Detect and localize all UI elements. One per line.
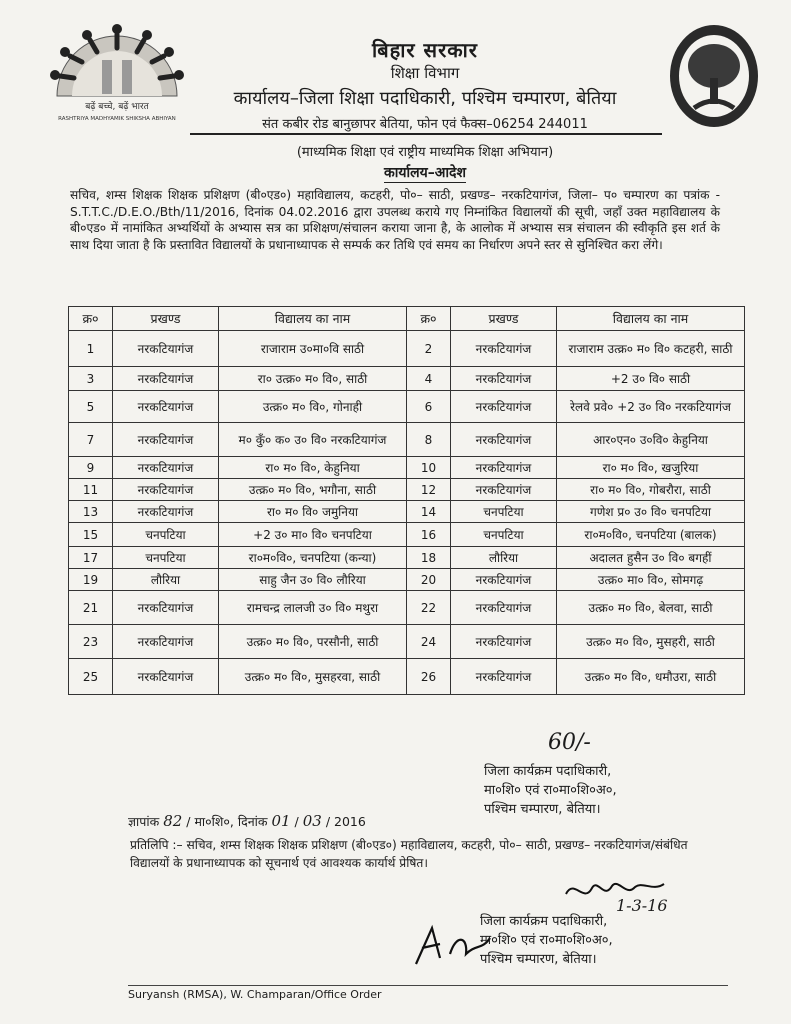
school-name: उत्क्र० म० वि०, मुसहरी, साठी <box>557 625 745 659</box>
block-name: नरकटियागंज <box>451 625 557 659</box>
block-name: नरकटियागंज <box>451 591 557 625</box>
serial-number: 19 <box>69 569 113 591</box>
signature-line: मा०शि० एवं रा०मा०शि०अ०, <box>484 783 617 798</box>
signature-block <box>484 762 617 819</box>
header-block: प्रखण्ड <box>113 307 219 331</box>
serial-number: 3 <box>69 367 113 391</box>
bihar-rmsa-seal <box>666 22 762 130</box>
block-name: लौरिया <box>113 569 219 591</box>
serial-number: 12 <box>407 479 451 501</box>
school-name: म० कुँ० क० उ० वि० नरकटियागंज <box>219 423 407 457</box>
block-name: चनपटिया <box>113 547 219 569</box>
block-name: नरकटियागंज <box>113 457 219 479</box>
block-name: नरकटियागंज <box>113 479 219 501</box>
school-name: अदालत हुसैन उ० वि० बगहीं <box>557 547 745 569</box>
school-name: रेलवे प्रवे० +2 उ० वि० नरकटियागंज <box>557 391 745 423</box>
serial-number: 5 <box>69 391 113 423</box>
school-name: उत्क्र० म० वि०, भगौना, साठी <box>219 479 407 501</box>
serial-number: 8 <box>407 423 451 457</box>
school-name: +2 उ० वि० साठी <box>557 367 745 391</box>
school-name: राजाराम उ०मा०वि साठी <box>219 331 407 367</box>
school-name: रा० म० वि०, खजुरिया <box>557 457 745 479</box>
serial-number: 26 <box>407 659 451 695</box>
school-name: आर०एन० उ०वि० केहुनिया <box>557 423 745 457</box>
table-row <box>69 501 745 523</box>
table-row <box>69 659 745 695</box>
block-name: नरकटियागंज <box>451 367 557 391</box>
memo-year: / 2016 <box>325 814 366 829</box>
header-serial: क्र० <box>407 307 451 331</box>
table-row <box>69 331 745 367</box>
serial-number: 14 <box>407 501 451 523</box>
table-row <box>69 591 745 625</box>
header-serial: क्र० <box>69 307 113 331</box>
memo-number: 82 <box>163 812 183 830</box>
serial-number: 9 <box>69 457 113 479</box>
school-name: रा० म० वि० जमुनिया <box>219 501 407 523</box>
table-row <box>69 523 745 547</box>
serial-number: 10 <box>407 457 451 479</box>
scheme-name: (माध्यमिक शिक्षा एवं राष्ट्रीय माध्यमिक शिक्षा अभियान) <box>296 145 554 160</box>
table-row <box>69 569 745 591</box>
copy-to-paragraph: प्रतिलिपि :– सचिव, शम्स शिक्षक शिक्षक प्रशिक्षण (बी०एड०) महाविद्यालय, कटहरी, पो०– साठी, प्रखण्ड– नरकटियागंज/संबंधित विद्यालयों के प्रधानाध्यापक को सूचनार्थ एवं आवश्यक कार्यार्थ प्रेषित। <box>130 838 688 870</box>
serial-number: 1 <box>69 331 113 367</box>
block-name: नरकटियागंज <box>113 591 219 625</box>
school-name: रा० म० वि०, गोबरौरा, साठी <box>557 479 745 501</box>
block-name: चनपटिया <box>451 523 557 547</box>
block-name: नरकटियागंज <box>451 479 557 501</box>
signature-block-2 <box>480 912 613 969</box>
header-divider <box>190 133 662 135</box>
school-name: राजाराम उत्क्र० म० वि० कटहरी, साठी <box>557 331 745 367</box>
block-name: नरकटियागंज <box>451 423 557 457</box>
school-name: उत्क्र० मा० वि०, सोमगढ़ <box>557 569 745 591</box>
table-row <box>69 547 745 569</box>
block-name: नरकटियागंज <box>113 501 219 523</box>
serial-number: 2 <box>407 331 451 367</box>
block-name: नरकटियागंज <box>113 423 219 457</box>
signature-line: जिला कार्यक्रम पदाधिकारी, <box>484 764 612 779</box>
rmsa-logo <box>42 14 192 124</box>
school-name: साहु जैन उ० वि० लौरिया <box>219 569 407 591</box>
school-name: गणेश प्र० उ० वि० चनपटिया <box>557 501 745 523</box>
serial-number: 6 <box>407 391 451 423</box>
table-row <box>69 479 745 501</box>
footer-divider <box>128 985 728 986</box>
signature-line: पश्चिम चम्पारण, बेतिया। <box>484 802 601 817</box>
block-name: लौरिया <box>451 547 557 569</box>
svg-text:बढ़ें बच्चे, बढ़ें भारत: बढ़ें बच्चे, बढ़ें भारत <box>85 102 149 112</box>
serial-number: 24 <box>407 625 451 659</box>
serial-number: 15 <box>69 523 113 547</box>
signature-line: जिला कार्यक्रम पदाधिकारी, <box>480 914 608 929</box>
block-name: नरकटियागंज <box>113 625 219 659</box>
block-name: नरकटियागंज <box>451 457 557 479</box>
serial-number: 18 <box>407 547 451 569</box>
table-header-row <box>69 307 745 331</box>
block-name: नरकटियागंज <box>451 391 557 423</box>
serial-number: 11 <box>69 479 113 501</box>
block-name: नरकटियागंज <box>451 569 557 591</box>
school-name: +2 उ० मा० वि० चनपटिया <box>219 523 407 547</box>
header-block: प्रखण्ड <box>451 307 557 331</box>
block-name: नरकटियागंज <box>113 391 219 423</box>
office-address: संत कबीर रोड बानुछापर बेतिया, फोन एवं फैक्स–06254 244011 <box>262 117 588 132</box>
memo-month: 03 <box>302 812 322 830</box>
memo-day: 01 <box>271 812 291 830</box>
serial-number: 17 <box>69 547 113 569</box>
order-body-paragraph: सचिव, शम्स शिक्षक शिक्षक प्रशिक्षण (बी०एड०) महाविद्यालय, कटहरी, पो०– साठी, प्रखण्ड– नरकटियागंज, जिला– प० चम्पारण का पत्रांक - S.T.T.C./D.E.O./Bth/11/2016, दिनांक 04.02.2016 द्वारा उपलब्ध कराये गए निम्नांकित विद्यालयों की सूची, जहाँ उक्त महाविद्यालय के बी०एड० में नामांकित अभ्यर्थियों के अभ्यास सत्र का प्रशिक्षण/संचालन कराया जाना है, के आलोक में अभ्यास सत्र संचालन की स्वीकृति इस शर्त के साथ दिया जाता है कि प्रस्तावित विद्यालयों के प्रधानाध्यापक से सम्पर्क कर तिथि एवं समय का निर्धारण अपने स्तर से सुनिश्चित करा लेंगे। <box>70 188 720 252</box>
school-name: रा०म०वि०, चनपटिया (बालक) <box>557 523 745 547</box>
serial-number: 13 <box>69 501 113 523</box>
serial-number: 22 <box>407 591 451 625</box>
order-title-text: कार्यालय–आदेश <box>384 165 466 181</box>
block-name: चनपटिया <box>113 523 219 547</box>
header-school: विद्यालय का नाम <box>557 307 745 331</box>
school-name: उत्क्र० म० वि०, गोनाही <box>219 391 407 423</box>
school-name: उत्क्र० म० वि०, धमौउरा, साठी <box>557 659 745 695</box>
school-name: उत्क्र० म० वि०, बेलवा, साठी <box>557 591 745 625</box>
table-row <box>69 367 745 391</box>
table-row <box>69 457 745 479</box>
handwritten-number: 60/- <box>548 730 591 755</box>
block-name: नरकटियागंज <box>451 331 557 367</box>
serial-number: 4 <box>407 367 451 391</box>
school-name: रामचन्द्र लालजी उ० वि० मथुरा <box>219 591 407 625</box>
footer-text: Suryansh (RMSA), W. Champaran/Office Order <box>128 988 382 1001</box>
serial-number: 20 <box>407 569 451 591</box>
school-name: उत्क्र० म० वि०, परसौनी, साठी <box>219 625 407 659</box>
block-name: चनपटिया <box>451 501 557 523</box>
table-row <box>69 423 745 457</box>
header-school: विद्यालय का नाम <box>219 307 407 331</box>
table-row <box>69 625 745 659</box>
memo-prefix: ज्ञापांक <box>128 814 160 829</box>
department-name: शिक्षा विभाग <box>390 64 460 82</box>
block-name: नरकटियागंज <box>451 659 557 695</box>
table-row <box>69 391 745 423</box>
order-title <box>190 163 660 182</box>
serial-number: 16 <box>407 523 451 547</box>
serial-number: 23 <box>69 625 113 659</box>
block-name: नरकटियागंज <box>113 331 219 367</box>
block-name: नरकटियागंज <box>113 367 219 391</box>
block-name: नरकटियागंज <box>113 659 219 695</box>
serial-number: 21 <box>69 591 113 625</box>
serial-number: 25 <box>69 659 113 695</box>
signature-line: पश्चिम चम्पारण, बेतिया। <box>480 952 597 967</box>
schools-table <box>68 306 733 695</box>
office-name: कार्यालय–जिला शिक्षा पदाधिकारी, पश्चिम चम्पारण, बेतिया <box>233 88 617 109</box>
serial-number: 7 <box>69 423 113 457</box>
memo-number-line: ज्ञापांक 82 / मा०शि०, दिनांक 01 / 03 / 2016 <box>128 812 366 830</box>
school-name: रा० म० वि०, केहुनिया <box>219 457 407 479</box>
school-name: रा०म०वि०, चनपटिया (कन्या) <box>219 547 407 569</box>
svg-text:RASHTRIYA MADHYAMIK SHIKSHA AB: RASHTRIYA MADHYAMIK SHIKSHA ABHIYAN <box>58 116 176 122</box>
school-name: उत्क्र० म० वि०, मुसहरवा, साठी <box>219 659 407 695</box>
school-name: रा० उत्क्र० म० वि०, साठी <box>219 367 407 391</box>
signature-line: मा०शि० एवं रा०मा०शि०अ०, <box>480 933 613 948</box>
memo-middle: / मा०शि०, दिनांक <box>186 814 268 829</box>
government-name: बिहार सरकार <box>372 38 478 62</box>
handwritten-date: 1-3-16 <box>616 896 668 915</box>
